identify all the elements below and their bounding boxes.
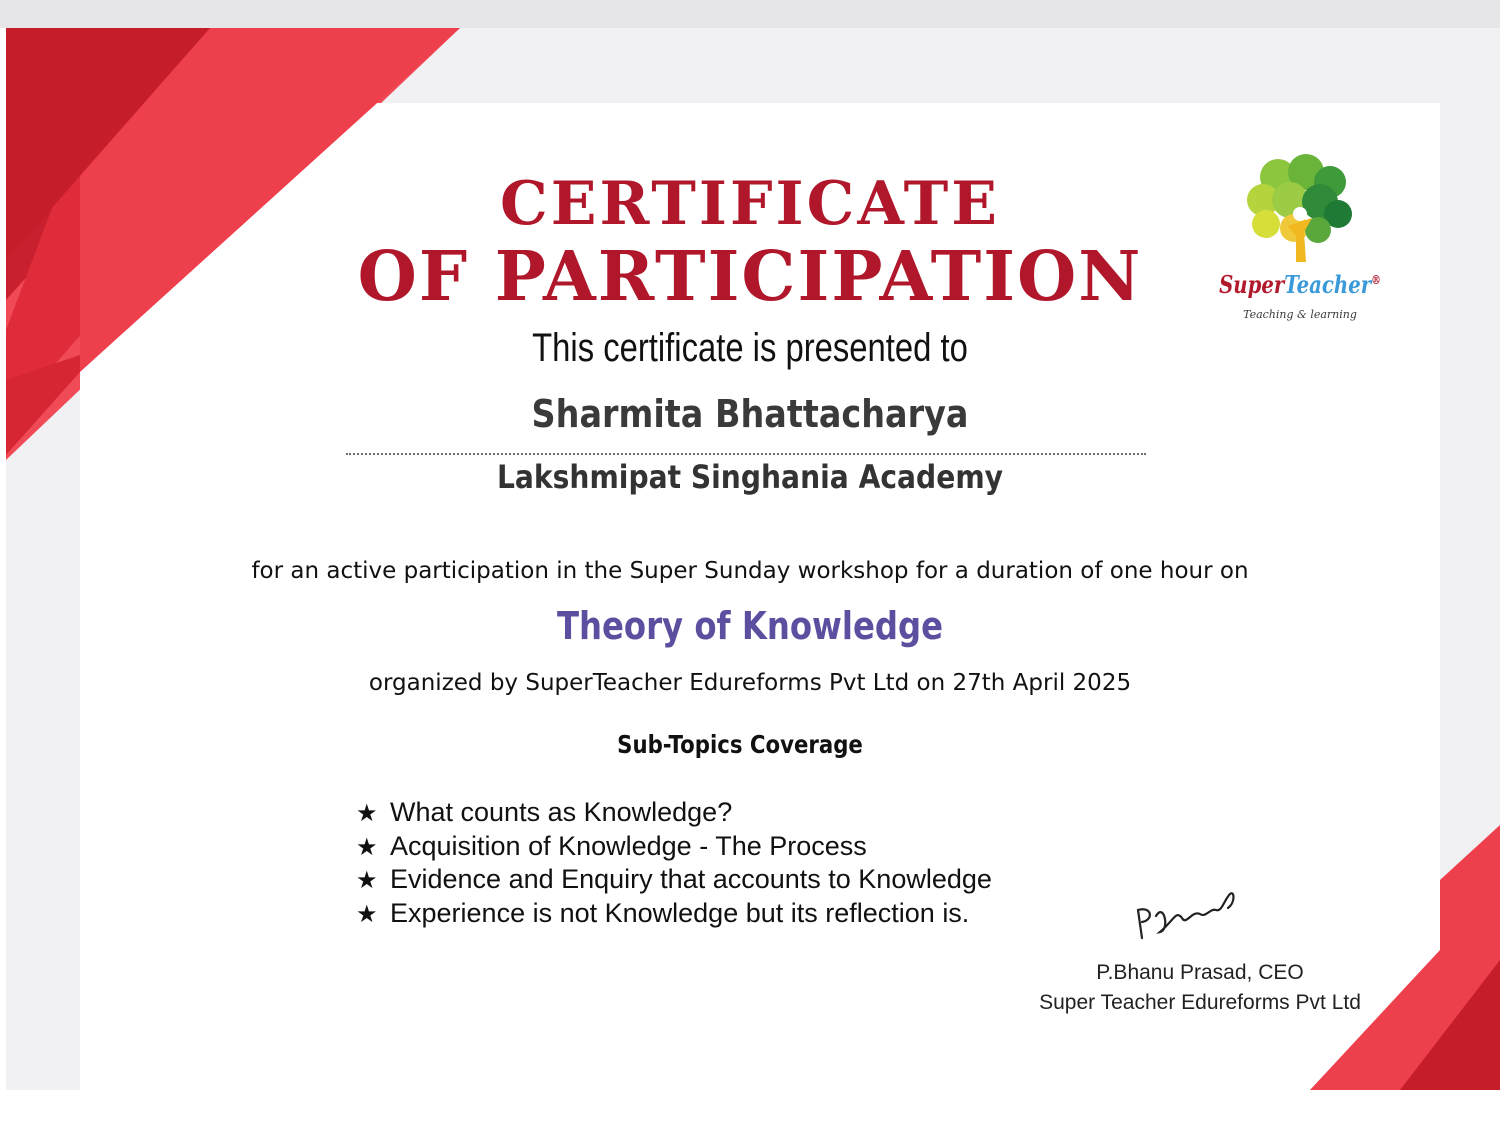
subtopic-item xyxy=(356,796,1116,830)
certificate-title-line-1: CERTIFICATE xyxy=(499,169,1001,239)
subtopic-item xyxy=(356,830,1116,864)
subtopics-heading: Sub-Topics Coverage xyxy=(617,730,863,759)
recipient-name: Sharmita Bhattacharya xyxy=(531,392,969,436)
signer-block xyxy=(1000,958,1400,1018)
subtopic-text: Evidence and Enquiry that accounts to Knowledge xyxy=(390,864,992,894)
name-underline xyxy=(346,453,1146,455)
bottom-strip xyxy=(0,1090,1500,1132)
presented-text: This certificate is presented to xyxy=(532,326,968,370)
signature-scribble xyxy=(1130,880,1250,950)
logo-tagline: Teaching & learning xyxy=(1243,308,1357,321)
subtopic-text: What counts as Knowledge? xyxy=(390,797,733,827)
signer-name: P.Bhanu Prasad, CEO xyxy=(1096,961,1304,984)
workshop-subject: Theory of Knowledge xyxy=(556,604,944,648)
logo-super: Super xyxy=(1219,270,1285,299)
subtopic-item xyxy=(356,897,1116,931)
tree-logo-icon xyxy=(1218,152,1388,332)
subtopic-item xyxy=(356,863,1116,897)
star-icon: ★ xyxy=(356,867,378,894)
subtopic-text: Experience is not Knowledge but its reflection is. xyxy=(390,897,970,928)
logo-teacher: Teacher xyxy=(1284,270,1372,299)
corner-overlay-bottom-left xyxy=(6,355,80,455)
figure-head xyxy=(1293,207,1307,221)
participation-description: for an active participation in the Super Sunday workshop for a duration of one hour on xyxy=(251,558,1249,584)
recipient-school: Lakshmipat Singhania Academy xyxy=(496,458,1004,496)
organizer-text: organized by SuperTeacher Edureforms Pvt Ltd on 27th April 2025 xyxy=(368,670,1132,696)
star-icon: ★ xyxy=(356,833,378,861)
certificate-title-line-2: OF PARTICIPATION xyxy=(357,237,1143,317)
subtopic-text: Acquisition of Knowledge - The Process xyxy=(390,830,867,861)
star-icon: ★ xyxy=(356,800,378,827)
logo-wordmark xyxy=(1218,270,1382,299)
subtopics-list xyxy=(356,796,1116,930)
tree-leaf xyxy=(1252,210,1280,238)
logo-registered-mark: ® xyxy=(1371,273,1381,287)
star-icon: ★ xyxy=(356,900,378,928)
signer-organization: Super Teacher Edureforms Pvt Ltd xyxy=(1039,991,1361,1014)
